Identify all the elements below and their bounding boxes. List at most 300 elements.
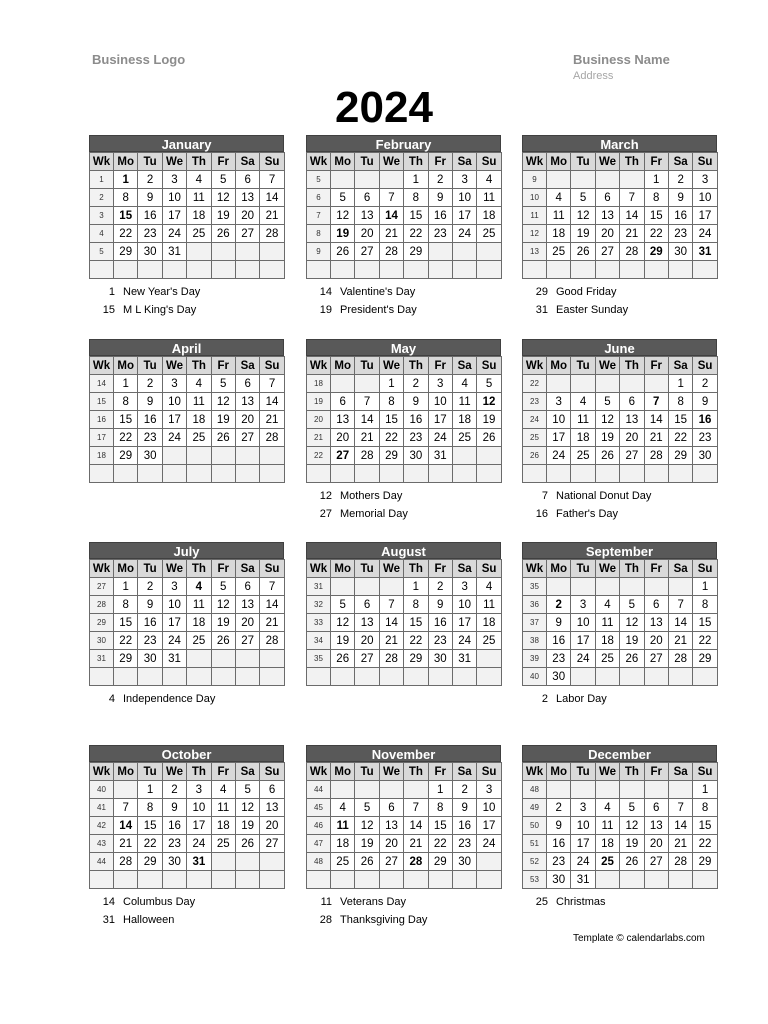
day-cell: 3	[162, 171, 186, 189]
weekday-header: Su	[693, 763, 717, 781]
empty-cell	[547, 375, 571, 393]
week-number: 14	[90, 375, 114, 393]
week-number: 1	[90, 171, 114, 189]
holiday-date: 14	[102, 896, 115, 908]
weekday-header: Tu	[138, 357, 162, 375]
holiday-item	[95, 283, 295, 301]
day-cell: 19	[571, 225, 595, 243]
empty-cell	[187, 668, 211, 686]
day-cell: 12	[211, 189, 235, 207]
day-cell: 25	[211, 835, 235, 853]
day-cell: 6	[260, 781, 284, 799]
day-cell: 9	[547, 817, 571, 835]
week-row	[307, 225, 502, 243]
week-number: 50	[523, 817, 547, 835]
day-cell: 20	[331, 429, 355, 447]
day-cell: 11	[477, 189, 501, 207]
week-row	[307, 596, 502, 614]
holiday-item	[528, 690, 728, 708]
month-table	[89, 356, 285, 483]
holiday-date: 2	[541, 693, 548, 705]
empty-cell	[187, 465, 211, 483]
day-cell: 3	[571, 596, 595, 614]
day-cell: 26	[595, 447, 619, 465]
week-number: 29	[90, 614, 114, 632]
year-title: 2024	[335, 83, 433, 132]
holiday-item	[312, 911, 512, 929]
day-cell: 24	[428, 429, 452, 447]
empty-cell	[355, 171, 379, 189]
week-row	[307, 799, 502, 817]
week-number: 40	[90, 781, 114, 799]
week-row	[523, 871, 718, 889]
week-number: 30	[90, 632, 114, 650]
empty-cell	[477, 871, 501, 889]
month-june	[522, 339, 717, 483]
empty-cell	[331, 261, 355, 279]
empty-cell	[477, 853, 501, 871]
day-cell: 6	[355, 596, 379, 614]
day-cell: 28	[668, 853, 692, 871]
empty-cell	[114, 465, 138, 483]
holiday-item	[312, 893, 512, 911]
empty-cell	[668, 465, 692, 483]
day-cell: 9	[138, 189, 162, 207]
empty-cell	[114, 871, 138, 889]
day-cell: 14	[668, 817, 692, 835]
week-row	[90, 207, 285, 225]
week-number: 10	[523, 189, 547, 207]
week-number: 26	[523, 447, 547, 465]
month-title: April	[89, 339, 284, 356]
day-cell: 15	[114, 614, 138, 632]
empty-cell	[477, 261, 501, 279]
day-cell: 29	[379, 447, 403, 465]
day-cell: 9	[428, 189, 452, 207]
weekday-header: Fr	[211, 153, 235, 171]
month-table	[89, 559, 285, 686]
day-cell: 2	[138, 578, 162, 596]
week-row	[307, 871, 502, 889]
day-cell: 5	[620, 799, 644, 817]
month-title: June	[522, 339, 717, 356]
day-cell: 28	[379, 243, 403, 261]
day-cell: 18	[547, 225, 571, 243]
day-cell: 27	[355, 650, 379, 668]
day-cell: 24	[162, 429, 186, 447]
holiday-item	[312, 283, 512, 301]
holiday-item	[312, 505, 512, 523]
day-cell: 4	[595, 799, 619, 817]
empty-cell	[644, 871, 668, 889]
week-row	[90, 632, 285, 650]
day-cell: 8	[114, 393, 138, 411]
month-may	[306, 339, 501, 483]
day-cell: 24	[547, 447, 571, 465]
empty-cell	[571, 781, 595, 799]
day-cell: 12	[620, 614, 644, 632]
week-row	[90, 781, 285, 799]
day-cell: 6	[620, 393, 644, 411]
day-cell: 17	[547, 429, 571, 447]
day-cell: 10	[452, 189, 476, 207]
week-row	[523, 799, 718, 817]
holiday-item	[528, 505, 728, 523]
day-cell: 23	[668, 225, 692, 243]
empty-cell	[571, 578, 595, 596]
day-cell: 26	[235, 835, 259, 853]
month-july	[89, 542, 284, 686]
weekday-header: Sa	[668, 357, 692, 375]
day-cell: 14	[620, 207, 644, 225]
weekday-header: Mo	[114, 357, 138, 375]
month-title: December	[522, 745, 717, 762]
day-cell: 29	[693, 853, 717, 871]
week-row	[523, 225, 718, 243]
day-cell: 16	[162, 817, 186, 835]
week-row	[523, 465, 718, 483]
day-cell: 18	[477, 614, 501, 632]
week-number: 23	[523, 393, 547, 411]
empty-cell	[595, 668, 619, 686]
day-cell: 13	[355, 207, 379, 225]
day-cell: 16	[138, 614, 162, 632]
week-row	[307, 261, 502, 279]
month-table	[306, 152, 502, 279]
week-row	[523, 632, 718, 650]
weekday-header: Su	[260, 763, 284, 781]
month-november	[306, 745, 501, 889]
weekday-header: Wk	[307, 763, 331, 781]
weekday-header: Su	[477, 560, 501, 578]
week-row	[90, 465, 285, 483]
empty-cell	[379, 578, 403, 596]
week-number: 42	[90, 817, 114, 835]
month-table	[522, 152, 718, 279]
week-number: 47	[307, 835, 331, 853]
holiday-name: President's Day	[340, 304, 417, 316]
week-row	[523, 243, 718, 261]
week-row	[90, 871, 285, 889]
week-row	[523, 447, 718, 465]
day-cell: 15	[693, 614, 717, 632]
empty-cell	[668, 871, 692, 889]
day-cell: 29	[404, 243, 428, 261]
day-cell: 14	[379, 207, 403, 225]
day-cell: 4	[547, 189, 571, 207]
day-cell: 5	[477, 375, 501, 393]
empty-cell	[235, 465, 259, 483]
day-cell: 23	[428, 632, 452, 650]
day-cell: 6	[644, 799, 668, 817]
day-cell: 30	[693, 447, 717, 465]
day-cell: 17	[477, 817, 501, 835]
day-cell: 21	[379, 225, 403, 243]
weekday-header: Tu	[355, 560, 379, 578]
weekday-header: Mo	[331, 357, 355, 375]
week-number: 15	[90, 393, 114, 411]
day-cell: 15	[428, 817, 452, 835]
day-cell: 4	[477, 578, 501, 596]
day-cell: 22	[114, 429, 138, 447]
week-number: 37	[523, 614, 547, 632]
empty-cell	[668, 668, 692, 686]
month-august	[306, 542, 501, 686]
empty-cell	[235, 871, 259, 889]
day-cell: 13	[644, 614, 668, 632]
week-row	[90, 375, 285, 393]
week-row	[523, 650, 718, 668]
day-cell: 16	[668, 207, 692, 225]
holiday-name: New Year's Day	[123, 286, 201, 298]
day-cell: 11	[211, 799, 235, 817]
day-cell: 30	[668, 243, 692, 261]
day-cell: 12	[571, 207, 595, 225]
empty-cell	[668, 781, 692, 799]
day-cell: 16	[404, 411, 428, 429]
empty-cell	[379, 668, 403, 686]
weekday-header: Tu	[571, 357, 595, 375]
holiday-item	[95, 911, 295, 929]
week-number: 27	[90, 578, 114, 596]
holiday-name: Columbus Day	[123, 896, 196, 908]
day-cell: 8	[114, 596, 138, 614]
empty-cell	[211, 243, 235, 261]
day-cell: 23	[162, 835, 186, 853]
day-cell: 28	[379, 650, 403, 668]
day-cell: 31	[428, 447, 452, 465]
day-cell: 26	[620, 650, 644, 668]
day-cell: 20	[235, 207, 259, 225]
weekday-header: Fr	[644, 763, 668, 781]
day-cell: 10	[693, 189, 717, 207]
week-number	[90, 871, 114, 889]
week-number: 24	[523, 411, 547, 429]
empty-cell	[595, 465, 619, 483]
day-cell: 27	[235, 429, 259, 447]
day-cell: 18	[187, 614, 211, 632]
day-cell: 16	[547, 632, 571, 650]
holiday-item	[528, 301, 728, 319]
day-cell: 22	[644, 225, 668, 243]
business-address: Address	[573, 70, 614, 82]
holiday-date: 19	[319, 304, 332, 316]
empty-cell	[379, 465, 403, 483]
empty-cell	[162, 668, 186, 686]
day-cell: 7	[668, 799, 692, 817]
week-row	[307, 853, 502, 871]
empty-cell	[477, 668, 501, 686]
day-cell: 20	[379, 835, 403, 853]
day-cell: 15	[693, 817, 717, 835]
empty-cell	[571, 171, 595, 189]
day-cell: 29	[404, 650, 428, 668]
day-cell: 9	[693, 393, 717, 411]
holiday-date: 4	[108, 693, 115, 705]
weekday-header: Su	[693, 357, 717, 375]
empty-cell	[379, 171, 403, 189]
weekday-header: Th	[404, 357, 428, 375]
empty-cell	[452, 871, 476, 889]
week-number: 4	[90, 225, 114, 243]
day-cell: 22	[428, 835, 452, 853]
empty-cell	[477, 650, 501, 668]
weekday-header: Tu	[138, 763, 162, 781]
day-cell: 14	[355, 411, 379, 429]
day-cell: 25	[571, 447, 595, 465]
empty-cell	[187, 243, 211, 261]
week-number: 9	[307, 243, 331, 261]
weekday-header: Th	[620, 763, 644, 781]
day-cell: 13	[355, 614, 379, 632]
week-row	[523, 189, 718, 207]
day-cell: 31	[162, 243, 186, 261]
empty-cell	[379, 261, 403, 279]
weekday-header: We	[162, 763, 186, 781]
day-cell: 22	[404, 225, 428, 243]
day-cell: 2	[162, 781, 186, 799]
weekday-header: Sa	[452, 153, 476, 171]
day-cell: 8	[428, 799, 452, 817]
day-cell: 29	[114, 650, 138, 668]
day-cell: 18	[452, 411, 476, 429]
weekday-header: Sa	[452, 560, 476, 578]
month-title: February	[306, 135, 501, 152]
week-row	[90, 171, 285, 189]
day-cell: 22	[379, 429, 403, 447]
weekday-header: Fr	[644, 153, 668, 171]
day-cell: 24	[571, 853, 595, 871]
weekday-header: Wk	[523, 763, 547, 781]
day-cell: 26	[211, 632, 235, 650]
day-cell: 5	[235, 781, 259, 799]
empty-cell	[404, 668, 428, 686]
day-cell: 27	[379, 853, 403, 871]
weekday-header: Tu	[355, 357, 379, 375]
week-row	[90, 411, 285, 429]
week-row	[523, 853, 718, 871]
empty-cell	[477, 447, 501, 465]
week-number: 52	[523, 853, 547, 871]
week-row	[90, 614, 285, 632]
weekday-header: Sa	[668, 763, 692, 781]
day-cell: 16	[547, 835, 571, 853]
day-cell: 19	[620, 632, 644, 650]
day-cell: 23	[452, 835, 476, 853]
day-cell: 14	[260, 393, 284, 411]
day-cell: 21	[620, 225, 644, 243]
day-cell: 14	[260, 596, 284, 614]
day-cell: 17	[693, 207, 717, 225]
day-cell: 24	[477, 835, 501, 853]
empty-cell	[355, 465, 379, 483]
holiday-date: 1	[108, 286, 115, 298]
day-cell: 30	[162, 853, 186, 871]
day-cell: 22	[693, 835, 717, 853]
day-cell: 18	[211, 817, 235, 835]
day-cell: 27	[644, 853, 668, 871]
holiday-item	[528, 487, 728, 505]
empty-cell	[620, 668, 644, 686]
week-row	[307, 393, 502, 411]
day-cell: 19	[235, 817, 259, 835]
holiday-name: Veterans Day	[340, 896, 407, 908]
day-cell: 25	[595, 650, 619, 668]
week-number	[307, 668, 331, 686]
week-row	[307, 668, 502, 686]
day-cell: 25	[547, 243, 571, 261]
holiday-date: 11	[320, 896, 332, 908]
day-cell: 1	[114, 578, 138, 596]
month-title: October	[89, 745, 284, 762]
weekday-header: Tu	[355, 153, 379, 171]
empty-cell	[668, 578, 692, 596]
empty-cell	[235, 447, 259, 465]
empty-cell	[404, 261, 428, 279]
day-cell: 19	[331, 632, 355, 650]
month-table	[306, 356, 502, 483]
day-cell: 11	[477, 596, 501, 614]
weekday-header: Th	[620, 560, 644, 578]
day-cell: 8	[404, 596, 428, 614]
empty-cell	[644, 781, 668, 799]
empty-cell	[235, 668, 259, 686]
empty-cell	[211, 447, 235, 465]
day-cell: 26	[571, 243, 595, 261]
weekday-header: Mo	[114, 560, 138, 578]
day-cell: 8	[644, 189, 668, 207]
day-cell: 25	[477, 632, 501, 650]
day-cell: 16	[693, 411, 717, 429]
week-number: 9	[523, 171, 547, 189]
week-number	[90, 261, 114, 279]
day-cell: 27	[620, 447, 644, 465]
day-cell: 5	[331, 596, 355, 614]
day-cell: 9	[428, 596, 452, 614]
day-cell: 23	[547, 650, 571, 668]
weekday-header: Mo	[114, 763, 138, 781]
day-cell: 23	[138, 632, 162, 650]
month-title: January	[89, 135, 284, 152]
week-row	[90, 668, 285, 686]
empty-cell	[355, 578, 379, 596]
day-cell: 6	[235, 375, 259, 393]
month-title: November	[306, 745, 501, 762]
month-title: May	[306, 339, 501, 356]
week-number: 6	[307, 189, 331, 207]
week-row	[90, 393, 285, 411]
day-cell: 3	[452, 578, 476, 596]
day-cell: 26	[477, 429, 501, 447]
day-cell: 2	[404, 375, 428, 393]
day-cell: 27	[595, 243, 619, 261]
weekday-header: Su	[477, 153, 501, 171]
day-cell: 7	[668, 596, 692, 614]
day-cell: 2	[693, 375, 717, 393]
week-number	[523, 465, 547, 483]
empty-cell	[547, 465, 571, 483]
holiday-item	[312, 301, 512, 319]
day-cell: 20	[235, 411, 259, 429]
week-row	[307, 411, 502, 429]
empty-cell	[620, 578, 644, 596]
day-cell: 9	[162, 799, 186, 817]
day-cell: 7	[114, 799, 138, 817]
week-row	[523, 429, 718, 447]
day-cell: 31	[187, 853, 211, 871]
empty-cell	[187, 871, 211, 889]
weekday-header: We	[162, 560, 186, 578]
